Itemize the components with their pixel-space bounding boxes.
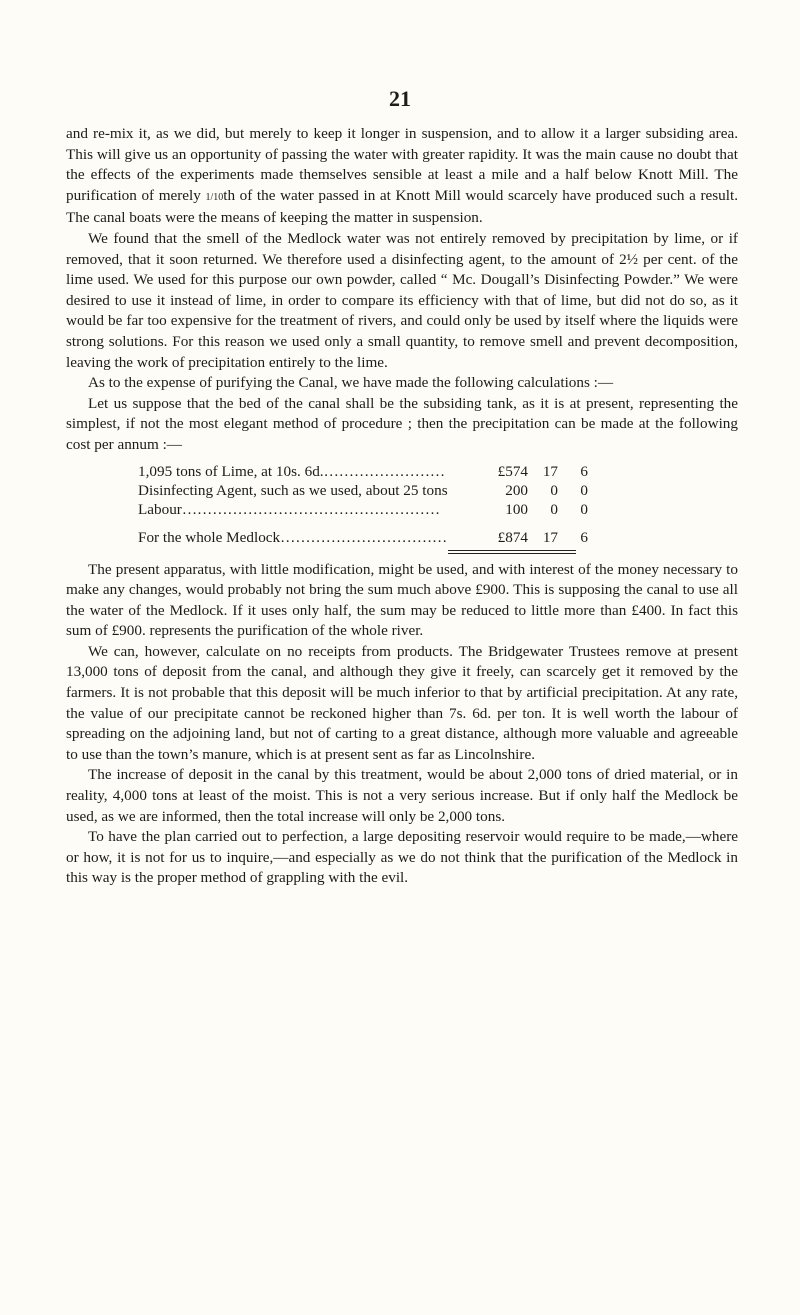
cost-pounds: 200 <box>505 481 528 499</box>
cost-shillings: 0 <box>550 481 558 499</box>
table-row <box>138 462 588 481</box>
total-row <box>138 528 588 547</box>
body-text <box>66 124 738 889</box>
paragraph-1-end: th of the water passed in at Knott Mill would scarcely have produced such a result. The canal boats were the means of keeping the matter in suspension. <box>66 186 738 227</box>
paragraph-3: As to the expense of purifying the Canal, we have made the following calculations :— <box>88 374 614 392</box>
total-pounds: £874 <box>497 528 528 546</box>
cost-pence: 6 <box>580 462 588 480</box>
paragraph-6: We can, however, calculate on no receipts from products. The Bridgewater Trustees remove at present 13,000 tons of deposit from the canal, and although they give it freely, can scarcely get it removed by the farmers. It is not probable that this deposit will be much inferior to that by artificial precipitation. At any rate, the value of our precipitate cannot be reckoned higher than 7s. 6d. per ton. It is well worth the labour of spreading on the adjoining land, but not of carting to a great distance, although more valuable and agreeable to use than the town’s manure, which is at present sent as far as Lincolnshire. <box>66 642 738 763</box>
table-row <box>138 481 588 500</box>
cost-pence: 0 <box>580 500 588 518</box>
paragraph-2: We found that the smell of the Medlock water was not entirely removed by precipitation by lime, or if removed, that it soon returned. We therefore used a disinfecting agent, to the amount of 2½ per cent. of the lime used. We used for this purpose our own powder, called “ Mc. Dougall’s Disinfecting Powder.” We were desired to use it instead of lime, in order to compare its efficiency with that of lime, but did not do so, as it would be far too expensive for the treatment of rivers, and could only be used by itself where the liquids were strong solutions. For this reason we used only a small quantity, to remove smell and prevent decomposition, leaving the work of precipitation entirely to the lime. <box>66 229 738 371</box>
paragraph-1-text: and re-mix it, as we did, but merely to keep it longer in suspension, and to allow it a larger subsiding area. This will give us an opportunity of passing the water with greater rapidity. It was the main cause no doubt that the effects of the experiments made themselves sensible at least a mile and a half below Knott Mill. The purification of merely <box>66 125 738 204</box>
paragraph-7: The increase of deposit in the canal by this treatment, would be about 2,000 tons of dried material, or in reality, 4,000 tons at least of the moist. This is not a very serious increase. But if only half the Medlock be used, as we are informed, then the total increase will only be 2,000 tons. <box>66 766 738 825</box>
table-spacer <box>138 519 588 528</box>
paragraph-5: The present apparatus, with little modification, might be used, and with interest of the money necessary to make any changes, would probably not bring the sum much above £900. This is supposing the canal to use all the water of the Medlock. If it uses only half, the sum may be reduced to little more than £400. In fact this sum of £900. represents the purification of the whole river. <box>66 560 738 640</box>
paragraph-1 <box>66 124 738 229</box>
table-row <box>138 500 588 519</box>
cost-table <box>138 462 588 547</box>
total-double-rule <box>448 550 576 554</box>
paragraph-4: Let us suppose that the bed of the canal shall be the subsiding tank, as it is at present, representing the simplest, if not the most elegant method of procedure ; then the precipitation can be made at the following cost per annum :— <box>66 394 738 453</box>
total-shillings: 17 <box>542 528 558 546</box>
page-number: 21 <box>389 86 411 111</box>
paragraph-8: To have the plan carried out to perfection, a large depositing reservoir would require to be made,—where or how, it is not for us to inquire,—and especially as we do not think that the purification of the Medlock in this way is the proper method of grappling with the evil. <box>66 828 738 887</box>
cost-pence: 0 <box>580 481 588 499</box>
total-pence: 6 <box>580 528 588 546</box>
cost-label: Disinfecting Agent, such as we used, about 25 tons <box>138 481 448 499</box>
fraction-one-tenth: 1/10 <box>205 191 224 203</box>
total-label: For the whole Medlock…………………………… <box>138 528 448 546</box>
cost-label: Labour…………………………………………… <box>138 500 441 518</box>
cost-shillings: 0 <box>550 500 558 518</box>
cost-shillings: 17 <box>542 462 558 480</box>
cost-label: 1,095 tons of Lime, at 10s. 6d.…………………… <box>138 462 446 480</box>
cost-pounds: £574 <box>497 462 528 480</box>
cost-pounds: 100 <box>505 500 528 518</box>
